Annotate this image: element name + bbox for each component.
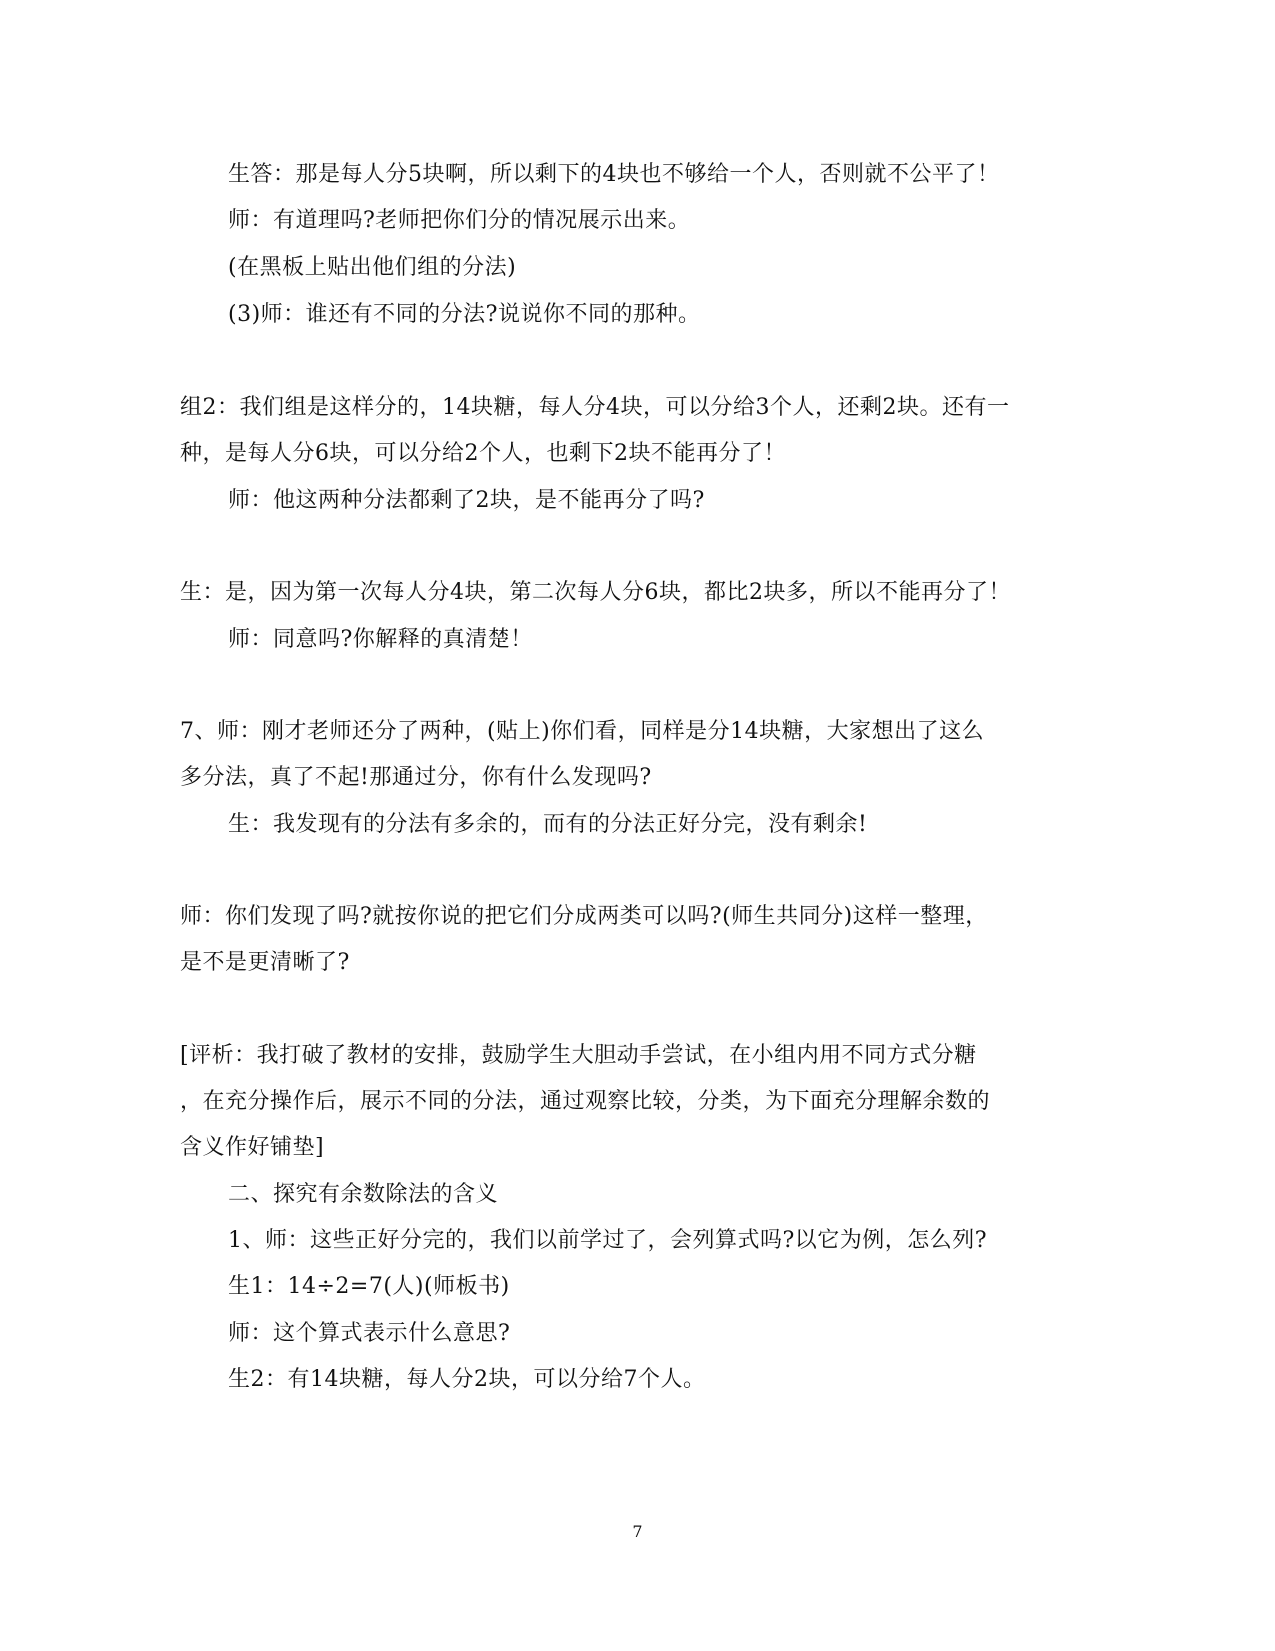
text-line: (在黑板上贴出他们组的分法) — [228, 255, 517, 280]
text-line: 1、师：这些正好分完的，我们以前学过了，会列算式吗?以它为例，怎么列? — [228, 1228, 988, 1253]
text-line: 生：我发现有的分法有多余的，而有的分法正好分完，没有剩余! — [228, 812, 868, 837]
text-line: 师：同意吗?你解释的真清楚！ — [228, 627, 533, 652]
text-line: 生答：那是每人分5块啊，所以剩下的4块也不够给一个人，否则就不公平了！ — [228, 162, 1000, 187]
text-line: (3)师：谁还有不同的分法?说说你不同的那种。 — [228, 302, 701, 327]
text-line: 组2：我们组是这样分的，14块糖，每人分4块，可以分给3个人，还剩2块。还有一 — [180, 395, 1010, 420]
text-line: 师：有道理吗?老师把你们分的情况展示出来。 — [228, 208, 691, 233]
text-line: 生：是，因为第一次每人分4块，第二次每人分6块，都比2块多，所以不能再分了！ — [180, 580, 1011, 605]
page-number: 7 — [632, 1522, 643, 1541]
text-line: 多分法，真了不起!那通过分，你有什么发现吗? — [180, 765, 652, 790]
text-line: 生1：14÷2=7(人)(师板书) — [228, 1274, 510, 1299]
text-line: 生2：有14块糖，每人分2块，可以分给7个人。 — [228, 1367, 706, 1392]
text-line: 7、师：刚才老师还分了两种，(贴上)你们看，同样是分14块糖，大家想出了这么 — [180, 719, 985, 744]
text-line: [评析：我打破了教材的安排，鼓励学生大胆动手尝试，在小组内用不同方式分糖 — [180, 1043, 977, 1068]
text-line: 师：这个算式表示什么意思? — [228, 1321, 511, 1346]
text-line: 师：他这两种分法都剩了2块，是不能再分了吗? — [228, 488, 705, 513]
text-line: ，在充分操作后，展示不同的分法，通过观察比较，分类，为下面充分理解余数的 — [180, 1089, 991, 1114]
section-heading: 二、探究有余数除法的含义 — [228, 1182, 499, 1207]
text-line: 种，是每人分6块，可以分给2个人，也剩下2块不能再分了！ — [180, 441, 786, 466]
text-line: 是不是更清晰了? — [180, 950, 350, 975]
text-line: 师：你们发现了吗?就按你说的把它们分成两类可以吗?(师生共同分)这样一整理， — [180, 904, 988, 929]
text-line: 含义作好铺垫] — [180, 1135, 325, 1160]
